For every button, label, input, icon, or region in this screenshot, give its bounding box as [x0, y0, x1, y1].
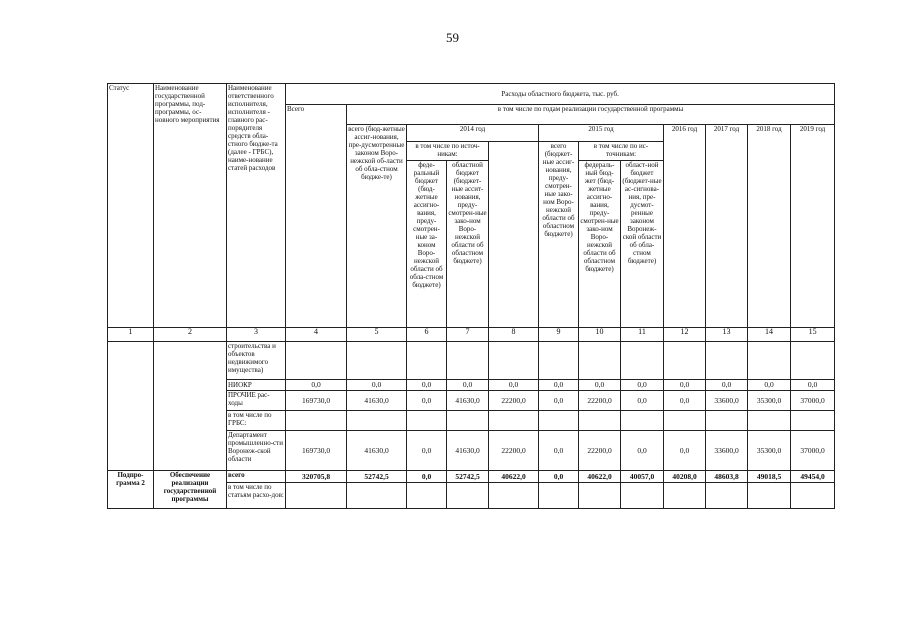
- col-num: 5: [347, 328, 407, 342]
- cell: 49018,5: [748, 471, 791, 483]
- header-regional-2015: област-ной бюджет (бюджет-ные ас-сигнова-ния, пре-дусмот-ренные законом Воронеж-ской области об обла-стном бюджете): [621, 161, 664, 328]
- empty-cell: [108, 342, 154, 471]
- cell: 0,0: [489, 380, 539, 391]
- header-federal-2015: федераль-ный бюд-жет (бюд-жетные ассигно-вания, преду-смотрен-ные зако-ном Воро-нежской области об областном бюджете): [579, 161, 621, 328]
- cell: 0,0: [347, 380, 407, 391]
- cell: 52742,5: [347, 471, 407, 483]
- header-all-2015: всего (бюджет-ные ассиг-нования, преду-смотрен-ные зако-ном Воро-нежской области об областном бюджете): [539, 142, 579, 328]
- cell: 0,0: [791, 380, 835, 391]
- row-label-niokr: НИОКР: [227, 380, 286, 391]
- row-label-other: ПРОЧИЕ рас-ходы: [227, 391, 286, 411]
- header-sources-2015: в том числе по ис-точникам:: [579, 142, 664, 161]
- row-label-total: всего: [227, 471, 286, 483]
- empty-cell: [154, 342, 227, 471]
- col-num: 1: [108, 328, 154, 342]
- header-program-name: Наименование государственной программы, под-программы, ос-новного мероприятия: [154, 84, 227, 328]
- cell: 0,0: [664, 380, 706, 391]
- cell: 320705,8: [286, 471, 347, 483]
- cell: 37000,0: [791, 431, 835, 471]
- cell: 48603,8: [706, 471, 748, 483]
- cell: 0,0: [407, 380, 447, 391]
- row-label-incl-items: в том числе по статьям расхо-дов:: [227, 483, 286, 509]
- col-num: 8: [489, 328, 539, 342]
- cell: 40622,0: [489, 471, 539, 483]
- row-label-continuation: строительства и объектов недвижимого имущества): [227, 342, 286, 380]
- col-num: 3: [227, 328, 286, 342]
- budget-table: [107, 83, 835, 509]
- cell: 0,0: [539, 471, 579, 483]
- header-federal-2014: феде-ральный бюджет (бюд-жетные ассигно-вания, преду-смотрен-ные за-коном Воро-нежской области об обла-стном бюджете): [407, 161, 447, 328]
- header-total: Всего: [286, 105, 347, 328]
- cell: 33600,0: [706, 391, 748, 411]
- header-year-2015: 2015 год: [539, 125, 664, 142]
- header-expenses: Расходы областного бюджета, тыс. руб.: [286, 84, 835, 105]
- column-numbers-row: [108, 328, 835, 342]
- col-num: 11: [621, 328, 664, 342]
- cell: 40057,0: [621, 471, 664, 483]
- header-all-budget: всего (бюд-жетные ассиг-нования, пре-дусмотренные законом Воро-нежской об-ласти об обла-стном бюдже-те): [347, 125, 407, 328]
- table-row: [108, 342, 835, 380]
- cell: 52742,5: [447, 471, 489, 483]
- cell: 0,0: [286, 380, 347, 391]
- header-by-years: в том числе по годам реализации государственной программы: [347, 105, 835, 125]
- page-number: 59: [446, 30, 459, 45]
- cell: 40622,0: [579, 471, 621, 483]
- cell: 40208,0: [664, 471, 706, 483]
- cell: 0,0: [407, 431, 447, 471]
- cell: 169730,0: [286, 431, 347, 471]
- col-num: 7: [447, 328, 489, 342]
- cell: 0,0: [748, 380, 791, 391]
- cell: 22200,0: [489, 391, 539, 411]
- cell: 0,0: [621, 380, 664, 391]
- cell: 0,0: [621, 391, 664, 411]
- col-num: 13: [706, 328, 748, 342]
- header-year-2017: 2017 год: [706, 125, 748, 328]
- cell: 22200,0: [579, 391, 621, 411]
- row-label-department: Департамент промышленно-сти Воронеж-ской области: [227, 431, 286, 471]
- cell: 41630,0: [347, 431, 407, 471]
- col-num: 15: [791, 328, 835, 342]
- cell: 0,0: [664, 391, 706, 411]
- cell: 41630,0: [347, 391, 407, 411]
- header-year-2018: 2018 год: [748, 125, 791, 328]
- cell: 33600,0: [706, 431, 748, 471]
- cell: 0,0: [447, 380, 489, 391]
- header-regional-2014: областной бюджет (бюджет-ные ассит-нования, преду-смотрен-ные зако-ном Воро-нежской области об областном бюджете): [447, 161, 489, 328]
- cell: 0,0: [664, 431, 706, 471]
- header-sources-2014: в том числе по источ-никам:: [407, 142, 489, 161]
- col-num: 9: [539, 328, 579, 342]
- col-num: 12: [664, 328, 706, 342]
- cell: 22200,0: [489, 431, 539, 471]
- col-num: 10: [579, 328, 621, 342]
- col-num: 6: [407, 328, 447, 342]
- header-all-2014-blank: [489, 142, 539, 328]
- header-year-2016: 2016 год: [664, 125, 706, 328]
- header-year-2014: 2014 год: [407, 125, 539, 142]
- cell: 0,0: [706, 380, 748, 391]
- cell: 37000,0: [791, 391, 835, 411]
- cell: 0,0: [539, 380, 579, 391]
- cell: 35300,0: [748, 391, 791, 411]
- col-num: 14: [748, 328, 791, 342]
- cell: 0,0: [407, 391, 447, 411]
- cell: 49454,0: [791, 471, 835, 483]
- header-year-2019: 2019 год: [791, 125, 835, 328]
- row-label-incl-grbs: в том числе по ГРБС:: [227, 411, 286, 431]
- subprogram-name: Обеспечение реализации государственной программы: [154, 471, 227, 509]
- header-executor: Наименование ответственного исполнителя, исполнителя - главного рас-порядителя средств обла-стного бюдже-та (далее - ГРБС), наиме-нование статей расходов: [227, 84, 286, 328]
- col-num: 2: [154, 328, 227, 342]
- cell: 0,0: [579, 380, 621, 391]
- header-status: Статус: [108, 84, 154, 328]
- col-num: 4: [286, 328, 347, 342]
- cell: 0,0: [407, 471, 447, 483]
- cell: 41630,0: [447, 431, 489, 471]
- cell: 0,0: [539, 391, 579, 411]
- cell: 0,0: [621, 431, 664, 471]
- cell: 22200,0: [579, 431, 621, 471]
- cell: 41630,0: [447, 391, 489, 411]
- subprogram-status: Подпро-грамма 2: [108, 471, 154, 509]
- cell: 35300,0: [748, 431, 791, 471]
- cell: 169730,0: [286, 391, 347, 411]
- cell: 0,0: [539, 431, 579, 471]
- table-row: [108, 471, 835, 483]
